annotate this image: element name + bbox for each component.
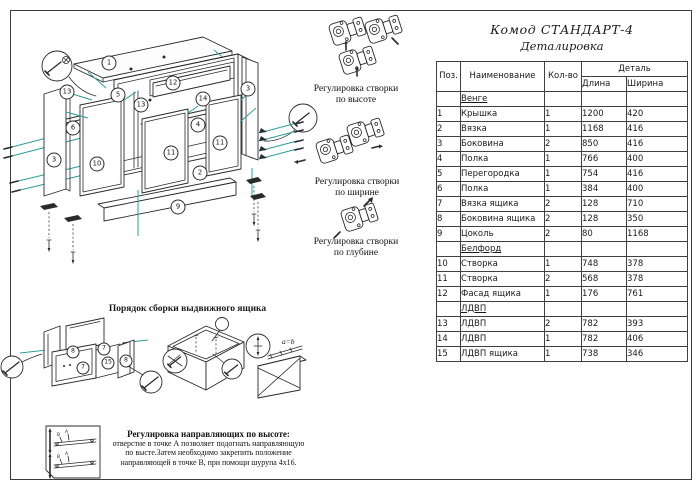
rail-adjustment-diagram bbox=[46, 426, 100, 479]
parts-table bbox=[436, 61, 688, 362]
table-row: 14 ЛДВП 1 782 406 bbox=[437, 332, 688, 347]
part-number-badge: 15 bbox=[102, 357, 115, 370]
part-number-badge: 5 bbox=[111, 88, 126, 103]
drawer-assembled-diagram bbox=[163, 318, 244, 391]
caption-line: Регулировка створки bbox=[314, 177, 400, 187]
drawer-rail-diagram bbox=[246, 334, 306, 398]
part-number-badge: 8 bbox=[67, 346, 80, 359]
caption-line: по глубине bbox=[333, 248, 379, 258]
caption-line: Регулировка створки bbox=[313, 237, 399, 247]
part-number-badge: 13 bbox=[60, 85, 75, 100]
col-header-width: Ширина bbox=[627, 77, 688, 92]
table-row: 2 Вязка 1 1168 416 bbox=[437, 122, 688, 137]
part-number-badge: 14 bbox=[196, 92, 211, 107]
part-number-badge: 11 bbox=[213, 136, 228, 151]
part-number-badge: 11 bbox=[164, 146, 179, 161]
col-header-pos: Поз. bbox=[437, 62, 461, 92]
part-number-badge: 6 bbox=[66, 121, 81, 136]
caption-line: по ширине bbox=[335, 188, 379, 198]
document-title: Комод СТАНДАРТ-4 bbox=[490, 22, 634, 37]
table-section-row: Венге bbox=[437, 92, 688, 107]
col-header-length: Длина bbox=[582, 77, 627, 92]
col-header-name: Наименование bbox=[461, 62, 545, 92]
table-row: 13 ЛДВП 2 782 393 bbox=[437, 317, 688, 332]
rail-note-line: направляющей в точке В, при помощи шурупа 4х16. bbox=[120, 457, 297, 467]
drawer-exploded-diagram bbox=[1, 318, 162, 393]
part-number-badge: 7 bbox=[77, 362, 90, 375]
part-number-badge: 2 bbox=[193, 166, 208, 181]
caption-adjust-height bbox=[281, 84, 431, 106]
table-row: 6 Полка 1 384 400 bbox=[437, 182, 688, 197]
part-number-badge: 7 bbox=[98, 343, 111, 356]
rail-note-line: по высте.Затем необходимо закрепить положение bbox=[125, 448, 292, 458]
part-number-badge: 9 bbox=[171, 200, 186, 215]
rail-note-line: отверстие в точке А позволяет подогнать направляющую bbox=[112, 439, 305, 448]
rail-point-a-label: А bbox=[65, 452, 69, 457]
part-number-badge: 8 bbox=[120, 355, 133, 368]
detail-circle-right bbox=[259, 104, 317, 159]
main-exploded-diagram bbox=[4, 37, 317, 264]
table-row: 12 Фасад ящика 1 176 761 bbox=[437, 287, 688, 302]
part-number-badge: 1 bbox=[102, 56, 117, 71]
table-row: 4 Полка 1 766 400 bbox=[437, 152, 688, 167]
part-number-badge: 4 bbox=[191, 118, 206, 133]
document-subtitle: Деталировка bbox=[520, 39, 604, 53]
table-row: 11 Створка 2 568 378 bbox=[437, 272, 688, 287]
table-row: 8 Боковина ящика 2 128 350 bbox=[437, 212, 688, 227]
parts-table-body bbox=[437, 92, 688, 362]
table-row: 15 ЛДВП ящика 1 738 346 bbox=[437, 347, 688, 362]
screw-icon bbox=[47, 214, 260, 264]
part-number-badge: 13 bbox=[134, 98, 149, 113]
equal-diagonals-label: а=b bbox=[282, 337, 295, 346]
rail-point-b-label: В bbox=[57, 433, 61, 438]
caption-line: Регулировка створки bbox=[313, 84, 399, 94]
caption-line: по высоте bbox=[335, 95, 377, 105]
hinge-adjustment-depth-diagram bbox=[334, 197, 379, 238]
table-row: 5 Перегородка 1 754 416 bbox=[437, 167, 688, 182]
rail-point-b-label: В bbox=[57, 455, 61, 460]
table-header-row bbox=[437, 62, 688, 77]
part-number-badge: 10 bbox=[90, 157, 105, 172]
col-header-qty: Кол-во bbox=[545, 62, 582, 92]
table-row: 10 Створка 1 748 378 bbox=[437, 257, 688, 272]
table-section-row: Белфорд bbox=[437, 242, 688, 257]
col-header-detail: Деталь bbox=[582, 62, 688, 77]
hinge-adjustment-height-diagram bbox=[328, 13, 403, 76]
table-row: 7 Вязка ящика 2 128 710 bbox=[437, 197, 688, 212]
caption-adjust-width bbox=[282, 177, 432, 199]
table-row: 3 Боковина 2 850 416 bbox=[437, 137, 688, 152]
caption-adjust-depth bbox=[281, 237, 431, 259]
document-title-block bbox=[436, 22, 688, 53]
rail-adjustment-note bbox=[106, 429, 311, 467]
rail-point-a-label: А bbox=[65, 430, 69, 435]
table-section-row: ЛДВП bbox=[437, 302, 688, 317]
table-row: 9 Цоколь 2 80 1168 bbox=[437, 227, 688, 242]
drawer-assembly-title: Порядок сборки выдвижного ящика bbox=[108, 304, 267, 314]
part-number-badge: 12 bbox=[166, 76, 181, 91]
table-row: 1 Крышка 1 1200 420 bbox=[437, 107, 688, 122]
rail-note-title: Регулировка направляющих по высоте: bbox=[127, 429, 290, 439]
part-number-badge: 3 bbox=[241, 82, 256, 97]
part-number-badge: 3 bbox=[47, 153, 62, 168]
